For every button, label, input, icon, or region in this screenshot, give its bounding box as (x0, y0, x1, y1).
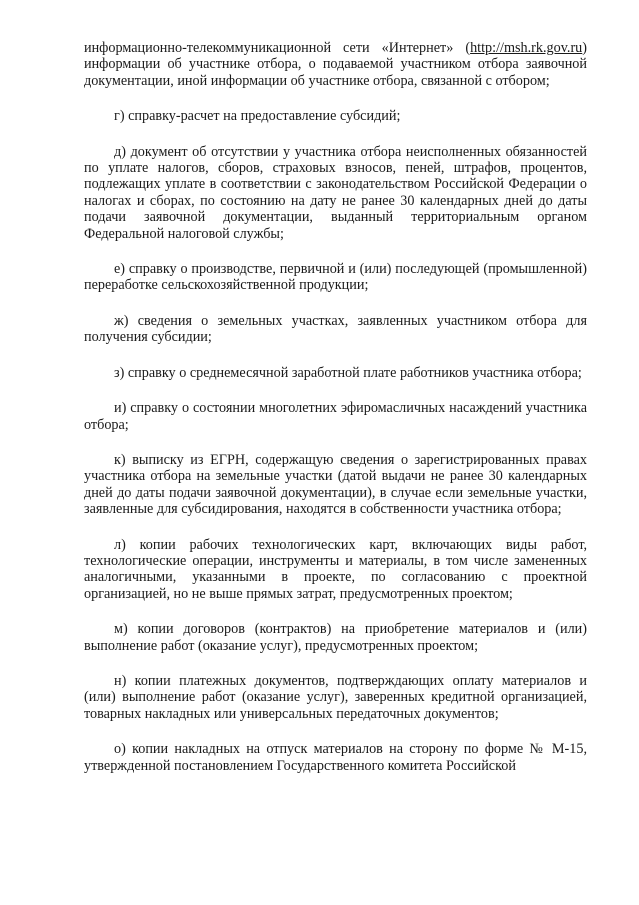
intro-text-end: ) информации об участнике отбора, о подаваемой участником отбора заявочной документации, иной информации об участнике отбора, связанной с отбором; (84, 40, 587, 89)
ministry-website-link[interactable]: http://msh.rk.gov.ru (470, 40, 583, 56)
intro-text-start: информационно-телекоммуникационной сети «Интернет» ( (84, 40, 471, 56)
item-e: е) справку о производстве, первичной и (или) последующей (промышленной) переработке сельскохозяйственной продукции; (84, 261, 587, 294)
intro-paragraph (84, 40, 587, 89)
item-k: к) выписку из ЕГРН, содержащую сведения о зарегистрированных правах участника отбора на земельные участки (датой выдачи не ранее 30 календарных дней до даты подачи заявочной документации), в случае если земельные участки, заявленные для субсидирования, находятся в собственности участника отбора; (84, 451, 587, 518)
item-n: н) копии платежных документов, подтверждающих оплату материалов и (или) выполнение работ (оказание услуг), заверенных кредитной организацией, товарных накладных или универсальных передаточных документов; (84, 672, 587, 722)
item-l: л) копии рабочих технологических карт, включающих виды работ, технологические операции, инструменты и материалы, в том числе замененных аналогичными, указанными в проекте, по согласованию с проектной организацией, но не выше прямых затрат, предусмотренных проектом; (84, 536, 587, 602)
item-m: м) копии договоров (контрактов) на приобретение материалов и (или) выполнение работ (оказание услуг), предусмотренных проектом; (84, 621, 587, 654)
item-d: д) документ об отсутствии у участника отбора неисполненных обязанностей по уплате налогов, сборов, страховых взносов, пеней, штрафов, процентов, подлежащих уплате в соответствии с законодательством Российской Федерации о налогах и сборах, по состоянию на дату не ранее 30 календарных дней до даты подачи заявочной документации, выданный территориальным органом Федеральной налоговой службы; (84, 143, 587, 242)
item-zh: ж) сведения о земельных участках, заявленных участником отбора для получения субсидии; (84, 312, 587, 346)
item-g: г) справку-расчет на предоставление субсидий; (114, 108, 401, 125)
item-i: и) справку о состоянии многолетних эфиромасличных насаждений участника отбора; (84, 400, 587, 433)
item-o: о) копии накладных на отпуск материалов на сторону по форме № М-15, утвержденной постановлением Государственного комитета Российской (84, 741, 587, 774)
item-z: з) справку о среднемесячной заработной плате работников участника отбора; (114, 364, 582, 381)
